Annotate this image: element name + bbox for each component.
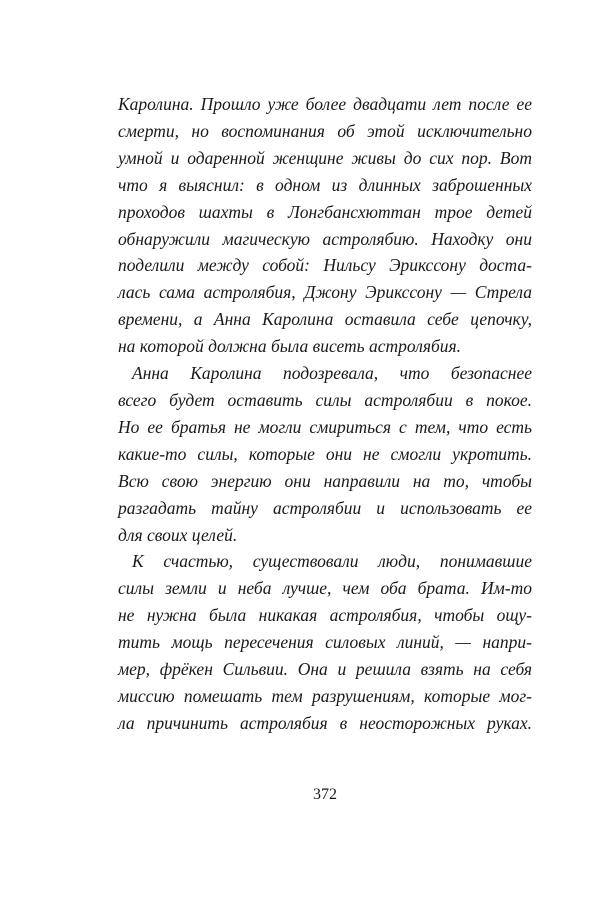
text-line: не нужна была никакая астролябия, чтобы ощу- [118,605,532,626]
text-line: проходов шахты в Лонгбансхюттан трое детей [118,201,532,222]
body-text [118,91,532,737]
text-line: обнаружили магическую астролябию. Находку они [118,228,532,249]
text-line: миссию помешать тем разрушениям, которые мог- [118,685,532,706]
paragraph-2 [118,360,532,548]
text-line: всего будет оставить силы астролябии в покое. [118,389,532,410]
paragraph-1 [118,91,532,360]
text-line: времени, а Анна Каролина оставила себе цепочку, [118,309,532,330]
text-line: смерти, но воспоминания об этой исключительно [118,120,532,141]
text-line: тить мощь пересечения силовых линий, — напри- [118,632,532,653]
text-line: что я выяснил: в одном из длинных заброшенных [118,174,532,195]
text-line: ла причинить астролябия в неосторожных руках. [118,712,532,733]
text-line: силы земли и неба лучше, чем оба брата. Им-то [118,578,532,599]
text-line: Анна Каролина подозревала, что безопаснее [132,363,532,384]
paragraph-3 [118,548,532,736]
text-line: Всю свою энергию они направили на то, чтобы [118,470,532,491]
text-line: какие-то силы, которые они не смогли укротить. [118,443,532,464]
text-line: лась сама астролябия, Джону Эрикссону — Стрела [118,282,532,303]
text-line: для своих целей. [118,524,238,545]
text-line: К счастью, существовали люди, понимавшие [132,551,532,572]
text-line: Каролина. Прошло уже более двадцати лет после ее [118,94,532,114]
page-number: 372 [313,786,337,803]
text-line: на которой должна была висеть астролябия. [118,336,462,357]
text-line: мер, фрёкен Сильвии. Она и решила взять на себя [118,659,532,680]
text-line: Но ее братья не могли смириться с тем, что есть [118,416,532,437]
text-line: разгадать тайну астролябии и использовать ее [118,497,532,518]
text-line: умной и одаренной женщине живы до сих пор. Вот [118,147,532,168]
text-line: поделили между собой: Нильсу Эрикссону доста- [118,255,532,276]
